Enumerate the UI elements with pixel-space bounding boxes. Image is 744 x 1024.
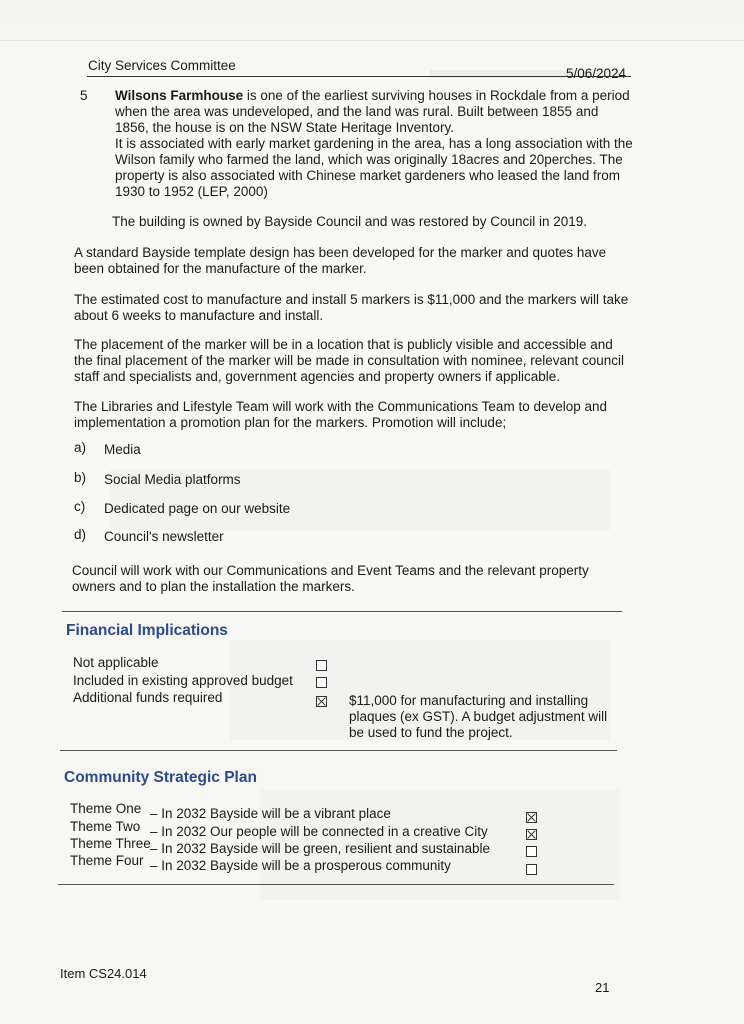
theme-label: Theme Three bbox=[70, 836, 151, 851]
footer-item-reference: Item CS24.014 bbox=[60, 966, 147, 981]
header-date: 5/06/2024 bbox=[566, 66, 627, 81]
header-divider bbox=[87, 76, 631, 77]
strategic-plan-heading: Community Strategic Plan bbox=[64, 769, 257, 786]
cost-paragraph bbox=[74, 292, 628, 324]
theme-label: Theme One bbox=[70, 801, 142, 816]
intro-line: It is associated with early market gardening in the area, has a long association with the bbox=[115, 136, 633, 151]
placement-paragraph bbox=[74, 337, 624, 385]
financial-option-label: Included in existing approved budget bbox=[73, 673, 293, 688]
item-intro bbox=[115, 88, 633, 200]
financial-note bbox=[349, 693, 607, 741]
list-item-text: Social Media platforms bbox=[104, 472, 241, 487]
section-divider bbox=[62, 611, 622, 612]
ownership-paragraph: The building is owned by Bayside Council and was restored by Council in 2019. bbox=[112, 214, 588, 229]
intro-line: 1930 to 1952 (LEP, 2000) bbox=[115, 184, 268, 199]
paragraph-line: The estimated cost to manufacture and install 5 markers is $11,000 and the markers will take bbox=[74, 292, 629, 307]
paragraph-line: been obtained for the manufacture of the marker. bbox=[74, 261, 367, 276]
section-divider bbox=[60, 750, 617, 751]
list-item-label: b) bbox=[74, 470, 87, 485]
list-item-label: c) bbox=[74, 499, 86, 514]
intro-line: Wilson family who farmed the land, which was originally 18acres and 20perches. The bbox=[115, 152, 623, 167]
paragraph-line: about 6 weeks to manufacture and install. bbox=[74, 308, 324, 323]
intro-line: is one of the earliest surviving houses in Rockdale from a period bbox=[243, 88, 630, 103]
paragraph-line: owners and to plan the installation the markers. bbox=[72, 579, 355, 594]
template-paragraph bbox=[74, 245, 606, 277]
paragraph-line: the final placement of the marker will be made in consultation with nominee, relevant council bbox=[74, 353, 625, 368]
financial-checkbox-not-applicable bbox=[316, 660, 327, 671]
section-divider bbox=[58, 884, 614, 885]
header-committee: City Services Committee bbox=[88, 58, 236, 73]
theme-text: – In 2032 Bayside will be a vibrant place bbox=[150, 806, 391, 821]
theme-checkbox bbox=[526, 829, 537, 840]
promotion-paragraph bbox=[74, 399, 607, 431]
paragraph-line: The placement of the marker will be in a location that is publicly visible and accessible and bbox=[74, 337, 613, 352]
theme-checkbox bbox=[526, 846, 537, 857]
paragraph-line: A standard Bayside template design has been developed for the marker and quotes have bbox=[74, 245, 607, 260]
theme-label: Theme Two bbox=[70, 819, 141, 834]
item-number: 5 bbox=[80, 88, 88, 103]
theme-text: – In 2032 Our people will be connected in a creative City bbox=[150, 824, 488, 839]
list-item-label: d) bbox=[74, 527, 87, 542]
note-line: plaques (ex GST). A budget adjustment will bbox=[349, 709, 608, 724]
paper-fold-shadow bbox=[0, 0, 744, 41]
intro-line: property is also associated with Chinese market gardeners who leased the land from bbox=[115, 168, 621, 183]
paragraph-line: The Libraries and Lifestyle Team will work with the Communications Team to develop and bbox=[74, 399, 608, 414]
paragraph-line: staff and specialists and, government agencies and property owners if applicable. bbox=[74, 369, 561, 384]
note-line: be used to fund the project. bbox=[349, 725, 513, 740]
theme-text: – In 2032 Bayside will be a prosperous community bbox=[150, 858, 451, 873]
footer-page-number: 21 bbox=[595, 980, 610, 995]
closing-paragraph bbox=[72, 563, 589, 595]
list-item-text: Council's newsletter bbox=[104, 529, 224, 544]
intro-line: when the area was undeveloped, and the land was rural. Built between 1855 and bbox=[115, 104, 599, 119]
paragraph-line: Council will work with our Communications and Event Teams and the relevant property bbox=[72, 563, 589, 578]
theme-label: Theme Four bbox=[70, 853, 144, 868]
paragraph-line: implementation a promotion plan for the markers. Promotion will include; bbox=[74, 415, 507, 430]
theme-checkbox bbox=[526, 812, 537, 823]
financial-checkbox-existing-budget bbox=[316, 677, 327, 688]
item-title: Wilsons Farmhouse bbox=[115, 88, 244, 103]
list-item-text: Dedicated page on our website bbox=[104, 501, 291, 516]
theme-checkbox bbox=[526, 864, 537, 875]
financial-option-label: Additional funds required bbox=[73, 690, 223, 705]
list-item-label: a) bbox=[74, 440, 87, 455]
note-line: $11,000 for manufacturing and installing bbox=[349, 693, 589, 708]
list-item-text: Media bbox=[104, 442, 141, 457]
theme-text: – In 2032 Bayside will be green, resilient and sustainable bbox=[150, 841, 490, 856]
financial-option-label: Not applicable bbox=[73, 655, 159, 670]
financial-heading: Financial Implications bbox=[66, 622, 228, 639]
financial-checkbox-additional-funds bbox=[316, 696, 327, 707]
intro-line: 1856, the house is on the NSW State Heritage Inventory. bbox=[115, 120, 454, 135]
